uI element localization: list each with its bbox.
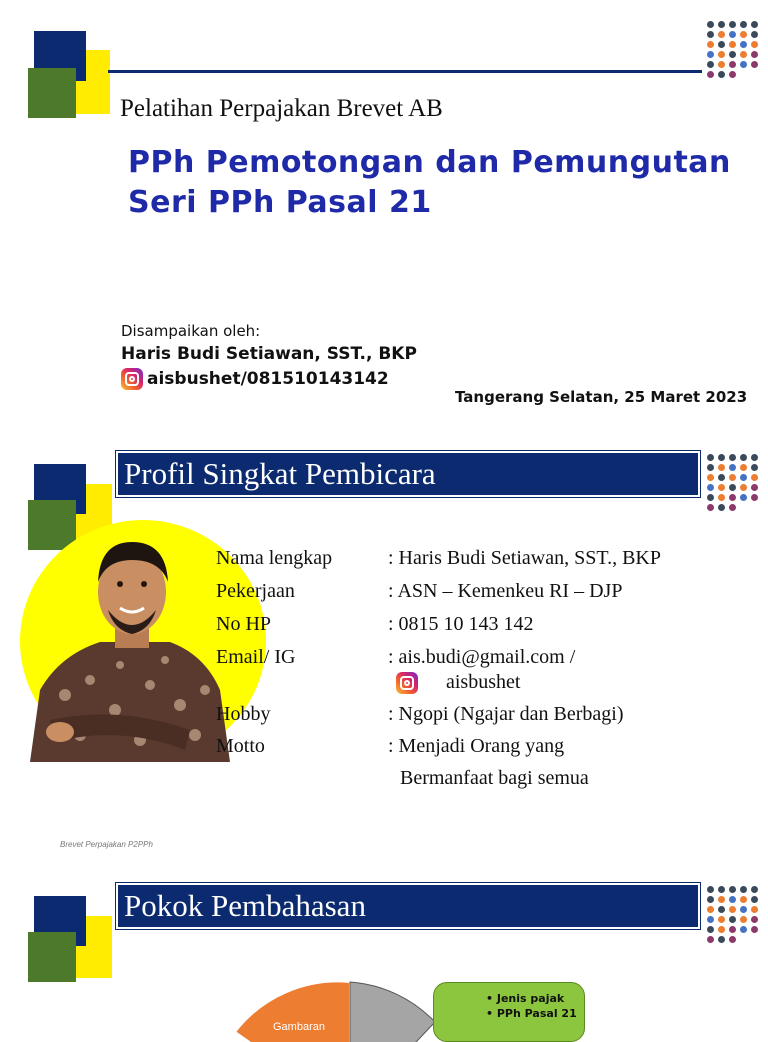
deco-dot xyxy=(707,61,714,68)
deco-dot xyxy=(729,71,736,78)
deco-dot xyxy=(718,504,725,511)
deco-dot xyxy=(729,21,736,28)
deco-dot xyxy=(729,464,736,471)
deco-dot xyxy=(740,494,747,501)
title-rule xyxy=(108,70,702,73)
profile-ig-row xyxy=(396,671,520,694)
pie-slice-grey xyxy=(350,982,435,1042)
profile-value: : Menjadi Orang yang xyxy=(388,735,565,757)
deco-dot xyxy=(751,21,758,28)
deco-dot xyxy=(718,926,725,933)
deco-dot xyxy=(707,916,714,923)
deco-dot xyxy=(718,21,725,28)
deco-dot xyxy=(707,51,714,58)
deco-dot xyxy=(707,936,714,943)
deco-dot xyxy=(718,71,725,78)
deco-dot xyxy=(729,474,736,481)
profile-label: Email/ IG xyxy=(216,646,296,668)
deco-dot xyxy=(718,936,725,943)
deco-dot xyxy=(707,896,714,903)
profile-value: : ASN – Kemenkeu RI – DJP xyxy=(388,580,623,602)
deco-dot xyxy=(718,484,725,491)
deco-dot xyxy=(751,474,758,481)
profile-label: Motto xyxy=(216,735,265,757)
deco-dot xyxy=(751,454,758,461)
profile-value: : Haris Budi Setiawan, SST., BKP xyxy=(388,547,661,569)
deco-dot xyxy=(707,504,714,511)
deco-dot xyxy=(751,494,758,501)
deco-dot xyxy=(751,61,758,68)
deco-dot xyxy=(751,31,758,38)
deco-dot xyxy=(707,484,714,491)
deco-dot xyxy=(740,31,747,38)
deco-dot xyxy=(729,926,736,933)
slide-topics xyxy=(0,864,768,1033)
section-title: Profil Singkat Pembicara xyxy=(116,451,700,497)
profile-label: No HP xyxy=(216,613,272,635)
deco-dot xyxy=(751,886,758,893)
deco-dot xyxy=(740,21,747,28)
deco-dot xyxy=(751,464,758,471)
topic-bullet: • Jenis pajak xyxy=(486,991,584,1006)
topic-pie xyxy=(225,972,425,1032)
deco-dot xyxy=(707,464,714,471)
instagram-handle: aisbushet/081510143142 xyxy=(147,369,389,389)
deco-square-green xyxy=(28,932,76,982)
deco-dot xyxy=(729,896,736,903)
deco-dot xyxy=(740,71,747,78)
deco-dot xyxy=(729,504,736,511)
instagram-contact xyxy=(121,368,389,390)
deco-dot xyxy=(729,906,736,913)
deco-dot xyxy=(718,896,725,903)
deco-dot xyxy=(751,484,758,491)
profile-label: Nama lengkap xyxy=(216,547,333,569)
slide-title xyxy=(0,0,768,432)
deco-dot xyxy=(751,916,758,923)
deco-dot xyxy=(729,31,736,38)
deco-dot xyxy=(729,886,736,893)
deco-dot xyxy=(751,41,758,48)
deco-dot xyxy=(740,484,747,491)
profile-label: Hobby xyxy=(216,703,271,725)
topic-bullet: • PPh Pasal 21 xyxy=(486,1006,584,1021)
deco-dot xyxy=(740,896,747,903)
deco-dot xyxy=(707,906,714,913)
deco-dot xyxy=(707,474,714,481)
deco-dot xyxy=(707,886,714,893)
deco-dot xyxy=(718,474,725,481)
profile-ig-handle: aisbushet xyxy=(446,671,521,693)
deco-dot xyxy=(718,51,725,58)
deco-dot xyxy=(740,51,747,58)
deco-dot xyxy=(751,896,758,903)
deco-dot xyxy=(751,906,758,913)
deco-dot xyxy=(718,454,725,461)
deco-dot xyxy=(740,936,747,943)
presentation-title xyxy=(128,143,731,223)
footer-note: Brevet Perpajakan P2PPh xyxy=(60,840,153,849)
course-name: Pelatihan Perpajakan Brevet AB xyxy=(120,95,443,122)
deco-dot xyxy=(718,916,725,923)
deco-dot xyxy=(740,906,747,913)
deco-dot xyxy=(707,21,714,28)
deco-square-green xyxy=(28,68,76,118)
deco-dot xyxy=(718,886,725,893)
deco-dots xyxy=(707,886,759,943)
deco-dot xyxy=(729,936,736,943)
deco-dot xyxy=(740,916,747,923)
profile-value: : 0815 10 143 142 xyxy=(388,613,534,635)
profile-value: : Ngopi (Ngajar dan Berbagi) xyxy=(388,703,624,725)
slide-profile xyxy=(0,432,768,864)
deco-dots xyxy=(707,454,759,511)
title-line-1: PPh Pemotongan dan Pemungutan xyxy=(128,145,731,180)
deco-dot xyxy=(740,41,747,48)
deco-dot xyxy=(751,51,758,58)
deco-dot xyxy=(729,41,736,48)
deco-dot xyxy=(740,464,747,471)
deco-dot xyxy=(718,41,725,48)
title-line-2: Seri PPh Pasal 21 xyxy=(128,185,432,220)
deco-dot xyxy=(740,926,747,933)
deco-dot xyxy=(729,454,736,461)
instagram-icon xyxy=(121,368,143,390)
deco-dot xyxy=(718,906,725,913)
deco-dot xyxy=(729,494,736,501)
deco-dot xyxy=(740,454,747,461)
profile-motto-line2: Bermanfaat bagi semua xyxy=(400,767,589,789)
speaker-name: Haris Budi Setiawan, SST., BKP xyxy=(121,344,417,364)
deco-dot xyxy=(751,936,758,943)
deco-dot xyxy=(740,886,747,893)
deco-dot xyxy=(729,51,736,58)
deco-dot xyxy=(729,484,736,491)
deco-dot xyxy=(707,494,714,501)
pie-label: Gambaran xyxy=(273,1021,325,1033)
profile-label: Pekerjaan xyxy=(216,580,295,602)
deco-dot xyxy=(751,71,758,78)
deco-dot xyxy=(740,474,747,481)
deco-dot xyxy=(718,494,725,501)
deco-dot xyxy=(707,41,714,48)
deco-dot xyxy=(707,31,714,38)
deco-dot xyxy=(707,71,714,78)
deco-dot xyxy=(729,916,736,923)
deco-dot xyxy=(751,926,758,933)
deco-dot xyxy=(718,61,725,68)
instagram-icon xyxy=(396,672,418,694)
section-title: Pokok Pembahasan xyxy=(116,883,700,929)
deco-dot xyxy=(740,504,747,511)
deco-dots xyxy=(707,21,759,78)
place-date: Tangerang Selatan, 25 Maret 2023 xyxy=(455,388,748,406)
deco-dot xyxy=(729,61,736,68)
presented-by-label: Disampaikan oleh: xyxy=(121,322,261,340)
deco-dot xyxy=(740,61,747,68)
deco-dot xyxy=(707,454,714,461)
deco-dot xyxy=(707,926,714,933)
profile-value: : ais.budi@gmail.com / xyxy=(388,646,576,668)
deco-dot xyxy=(751,504,758,511)
topic-box xyxy=(433,982,585,1042)
deco-dot xyxy=(718,31,725,38)
deco-dot xyxy=(718,464,725,471)
